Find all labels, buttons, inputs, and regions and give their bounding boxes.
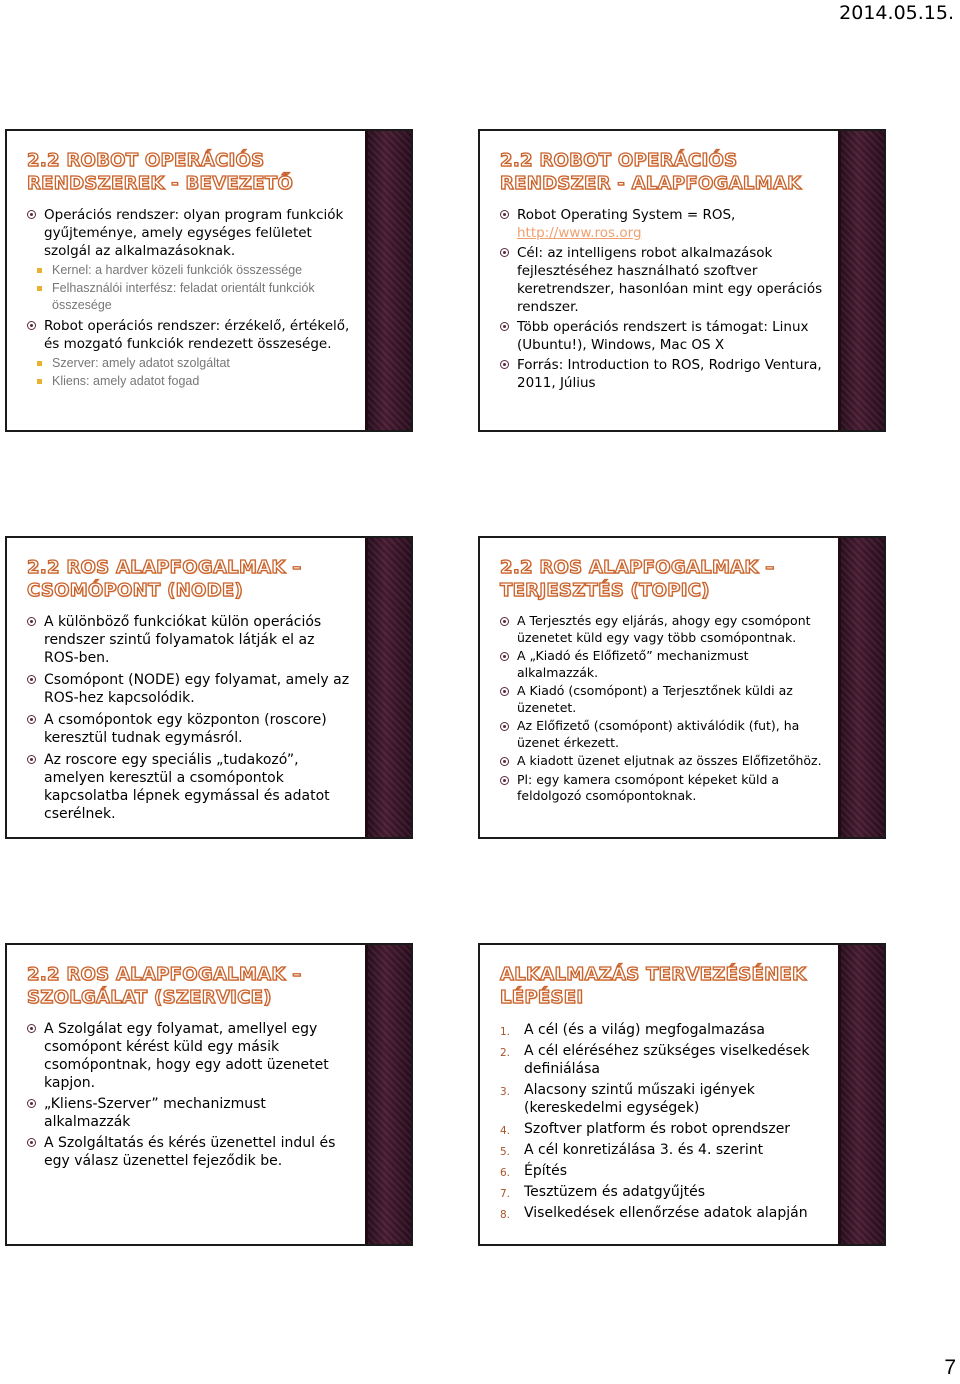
slide-title: ALKALMAZÁS TERVEZÉSÉNEK LÉPÉSEI bbox=[500, 964, 807, 1008]
square-bullet-icon bbox=[37, 286, 42, 291]
slide-decoration bbox=[841, 131, 884, 430]
page-number: 7 bbox=[944, 1356, 956, 1379]
bullet: „Kliens-Szerver” mechanizmust alkalmazzák bbox=[27, 1095, 352, 1131]
slide-5 bbox=[5, 943, 413, 1246]
square-bullet-icon bbox=[37, 379, 42, 384]
bullet-icon bbox=[500, 210, 509, 219]
slide-6 bbox=[478, 943, 886, 1246]
bullet: A csomópontok egy központon (roscore) keresztül tudnak egymásról. bbox=[27, 711, 352, 747]
slide-title: 2.2 ROS ALAPFOGALMAK – CSOMÓPONT (NODE) bbox=[27, 557, 302, 601]
bullet: Csomópont (NODE) egy folyamat, amely az ROS-hez kapcsolódik. bbox=[27, 671, 352, 707]
bullet-icon bbox=[27, 1138, 36, 1147]
bullet-icon bbox=[500, 652, 509, 661]
bullet: A Szolgáltatás és kérés üzenettel indul és egy válasz üzenettel fejeződik be. bbox=[27, 1134, 352, 1170]
sub-bullet: Kernel: a hardver közeli funkciók összessége bbox=[27, 262, 357, 279]
square-bullet-icon bbox=[37, 268, 42, 273]
slide-title: 2.2 ROS ALAPFOGALMAK – TERJESZTÉS (TOPIC) bbox=[500, 557, 775, 601]
slide-body bbox=[27, 1020, 352, 1172]
square-bullet-icon bbox=[37, 361, 42, 366]
bullet-icon bbox=[27, 321, 36, 330]
bullet-icon bbox=[500, 757, 509, 766]
bullet: A Kiadó (csomópont) a Terjesztőnek küldi az üzenetet. bbox=[500, 683, 832, 716]
bullet: A „Kiadó és Előfizető” mechanizmust alkalmazzák. bbox=[500, 648, 832, 681]
bullet-icon bbox=[27, 715, 36, 724]
bullet-icon bbox=[27, 210, 36, 219]
slide-1 bbox=[5, 129, 413, 432]
bullet: Operációs rendszer: olyan program funkciók gyűjteménye, amely egységes felületet szolgál az alkalmazásoknak. bbox=[27, 206, 357, 260]
bullet: Robot Operating System = ROS, http://www.ros.org bbox=[500, 206, 830, 242]
sub-bullet: Szerver: amely adatot szolgáltat bbox=[27, 355, 357, 372]
slide-2 bbox=[478, 129, 886, 432]
bullet: A különböző funkciókat külön operációs rendszer szintű folyamatok látják el az ROS-ben. bbox=[27, 613, 352, 667]
slide-decoration bbox=[368, 538, 411, 837]
bullet-icon bbox=[500, 360, 509, 369]
bullet: Robot operációs rendszer: érzékelő, értékelő, és mozgató funkciók rendezett összesége. bbox=[27, 317, 357, 353]
bullet: Cél: az intelligens robot alkalmazások fejlesztéséhez használható szoftver keretrendszer, hasonlóan mint egy operációs rendszer. bbox=[500, 244, 830, 316]
slide-decoration bbox=[368, 945, 411, 1244]
slide-body bbox=[500, 1021, 832, 1225]
bullet: Pl: egy kamera csomópont képeket küld a feldolgozó csomópontoknak. bbox=[500, 772, 832, 805]
bullet-icon bbox=[500, 687, 509, 696]
header-date: 2014.05.15. bbox=[839, 2, 954, 24]
bullet-icon bbox=[500, 776, 509, 785]
list-item: 7. Tesztüzem és adatgyűjtés bbox=[500, 1184, 706, 1200]
slide-body bbox=[27, 613, 352, 825]
bullet: A Szolgálat egy folyamat, amellyel egy csomópont kérést küld egy másik csomópontnak, hogy egy adott üzenetet kapjon. bbox=[27, 1020, 352, 1092]
list-item: 3. Alacsony szintű műszaki igények (kereskedelmi egységek) bbox=[500, 1082, 755, 1116]
slide-body bbox=[500, 613, 832, 807]
list-item: 4. Szoftver platform és robot oprendszer bbox=[500, 1121, 791, 1137]
slide-decoration bbox=[368, 131, 411, 430]
slide-title: 2.2 ROS ALAPFOGALMAK – SZOLGÁLAT (SZERVICE) bbox=[27, 964, 302, 1008]
bullet-icon bbox=[500, 722, 509, 731]
bullet: Az roscore egy speciális „tudakozó”, amelyen keresztül a csomópontok kapcsolatba lépnek egymással és adatot cserélnek. bbox=[27, 751, 352, 823]
slide-3 bbox=[5, 536, 413, 839]
slide-body bbox=[27, 206, 357, 391]
bullet-icon bbox=[27, 675, 36, 684]
bullet-icon bbox=[500, 322, 509, 331]
list-item: 6. Építés bbox=[500, 1163, 568, 1179]
bullet: Több operációs rendszert is támogat: Linux (Ubuntu!), Windows, Mac OS X bbox=[500, 318, 830, 354]
bullet-icon bbox=[500, 617, 509, 626]
slide-decoration bbox=[841, 538, 884, 837]
bullet: Az Előfizető (csomópont) aktiválódik (fut), ha üzenet érkezett. bbox=[500, 718, 832, 751]
bullet: Forrás: Introduction to ROS, Rodrigo Ventura, 2011, Július bbox=[500, 356, 830, 392]
slide-4 bbox=[478, 536, 886, 839]
bullet-icon bbox=[27, 755, 36, 764]
ros-link[interactable]: http://www.ros.org bbox=[517, 225, 642, 241]
slide-decoration bbox=[841, 945, 884, 1244]
bullet: A Terjesztés egy eljárás, ahogy egy csomópont üzenetet küld egy vagy több csomópontnak. bbox=[500, 613, 832, 646]
slide-body bbox=[500, 206, 830, 394]
list-item: 8. Viselkedések ellenőrzése adatok alapján bbox=[500, 1205, 808, 1221]
slide-title: 2.2 ROBOT OPERÁCIÓS RENDSZEREK - BEVEZETŐ bbox=[27, 150, 294, 194]
sub-bullet: Felhasználói interfész: feladat orientált funkciók összesége bbox=[27, 280, 357, 314]
bullet-icon bbox=[27, 1099, 36, 1108]
list-item: 1. A cél (és a világ) megfogalmazása bbox=[500, 1022, 765, 1038]
slide-title: 2.2 ROBOT OPERÁCIÓS RENDSZER - ALAPFOGALMAK bbox=[500, 150, 802, 194]
bullet: A kiadott üzenet eljutnak az összes Előfizetőhöz. bbox=[500, 753, 832, 770]
list-item: 2. A cél eléréséhez szükséges viselkedések definiálása bbox=[500, 1043, 810, 1077]
bullet-icon bbox=[500, 248, 509, 257]
list-item: 5. A cél konretizálása 3. és 4. szerint bbox=[500, 1142, 764, 1158]
sub-bullet: Kliens: amely adatot fogad bbox=[27, 373, 357, 390]
bullet-icon bbox=[27, 617, 36, 626]
bullet-icon bbox=[27, 1024, 36, 1033]
